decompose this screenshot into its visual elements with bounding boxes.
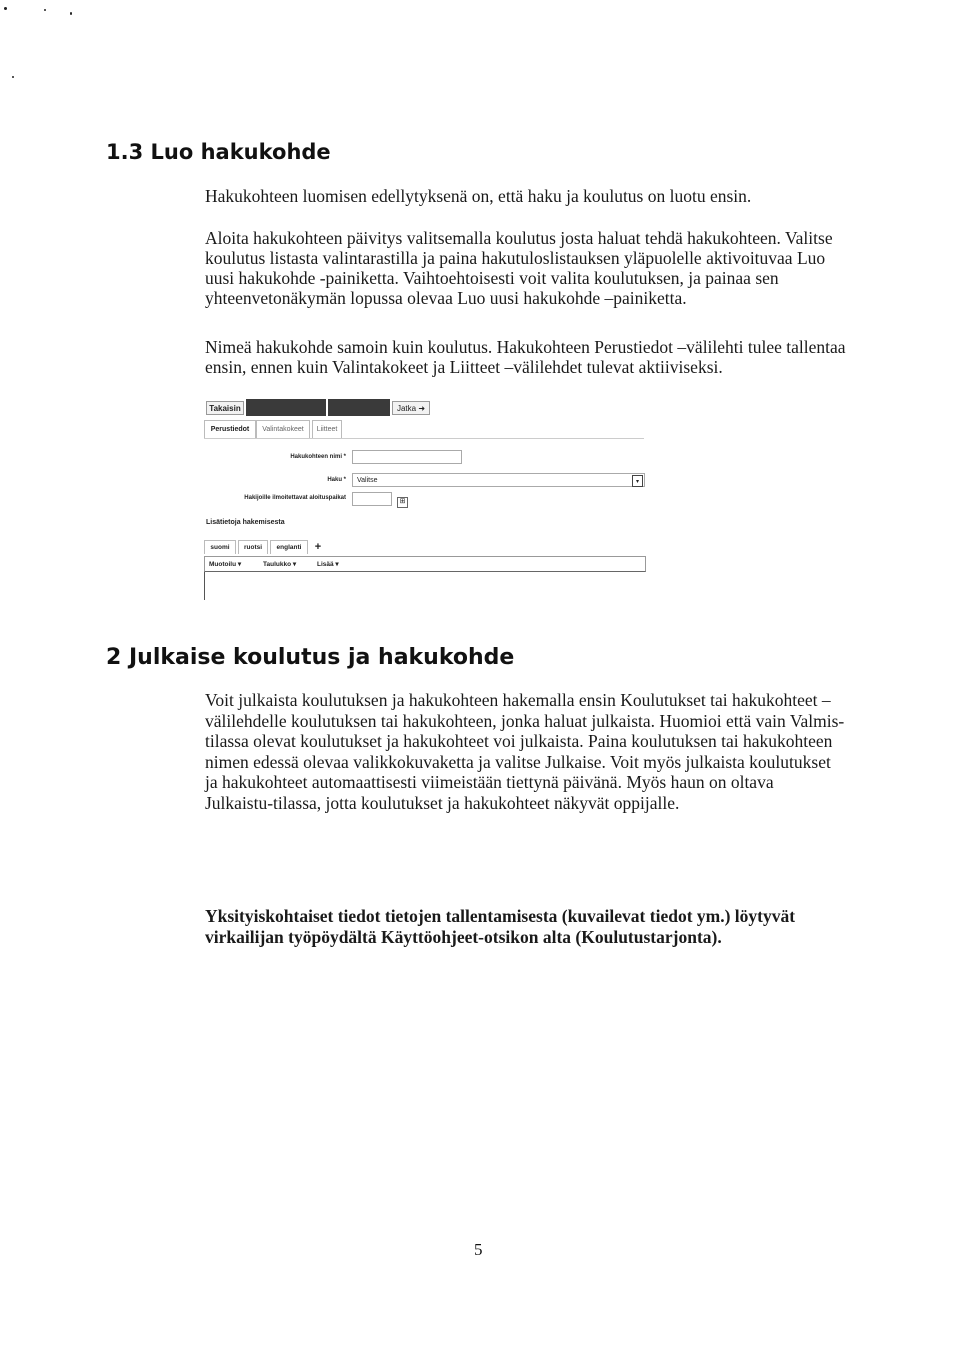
- editor-area[interactable]: [204, 572, 205, 600]
- places-label: Hakijoille ilmoitettavat aloituspaikat: [244, 495, 346, 501]
- menu-lisaa[interactable]: Lisää ▾: [317, 561, 339, 568]
- screenshot-header-bar: [246, 399, 326, 416]
- places-input[interactable]: [352, 492, 392, 506]
- lang-tab-suomi[interactable]: suomi: [204, 540, 236, 554]
- tab-divider: [204, 438, 644, 439]
- menu-taulukko[interactable]: Taulukko ▾: [263, 561, 297, 568]
- lang-tab-englanti[interactable]: englanti: [270, 540, 308, 554]
- info-heading: Lisätietoja hakemisesta: [206, 519, 285, 526]
- menu-muotoilu[interactable]: Muotoilu ▾: [209, 561, 242, 568]
- note-bold: Yksityiskohtaiset tiedot tietojen tallentamisesta (kuvailevat tiedot ym.) löytyvät virkailijan työpöydältä Käyttöohjeet-otsikon alta (Koulutustarjonta).: [205, 906, 796, 947]
- scan-speck: [12, 76, 14, 78]
- tab-valintakokeet[interactable]: Valintakokeet: [256, 420, 310, 438]
- editor-toolbar: [204, 556, 646, 572]
- section-heading: 1.3 Luo hakukohde: [106, 140, 331, 164]
- page-number: 5: [474, 1240, 483, 1259]
- section-1-para-3: Nimeä hakukohde samoin kuin koulutus. Hakukohteen Perustiedot –välilehti tulee tallentaa ensin, ennen kuin Valintakokeet ja Liitteet –välilehdet tulevat aktiiviseksi.: [205, 337, 846, 377]
- section-2-para: Voit julkaista koulutuksen ja hakukohteen hakemalla ensin Koulutukset tai hakukohteet –välilehdelle koulutuksen tai hakukohteen, jonka haluat julkaista. Huomioi että vain Valmis-tilassa olevat koulutukset ja hakukohteet voi julkaista. Paina koulutuksen tai hakukohteen nimen edessä olevaa valikkokuvaketta ja valitse Julkaise. Voit myös julkaista koulutukset ja hakukohteet automaattisesti viimeistään tiettynä päivänä. Myös haun on oltava Julkaistu-tilassa, jotta koulutukset ja hakukohteet näkyvät oppijalle.: [205, 690, 845, 813]
- name-input[interactable]: [352, 450, 462, 464]
- back-button[interactable]: Takaisin: [206, 401, 244, 415]
- haku-label: Haku *: [327, 477, 346, 483]
- tab-liitteet[interactable]: Liitteet: [312, 420, 342, 438]
- scan-speck: [70, 12, 72, 15]
- section-1-para-2: Aloita hakukohteen päivitys valitsemalla koulutus josta haluat tehdä hakukohteen. Valitse koulutus listasta valintarastilla ja paina hakutuloslistauksen yläpuolelle aktivoituvaa Luo uusi hakukohde -painiketta. Vaihtoehtoisesti voit valita koulutuksen, ja painaa sen yhteenvetonäkymän lopussa olevaa Luo uusi hakukohde –painiketta.: [205, 228, 833, 308]
- chevron-down-icon: ▾: [632, 475, 643, 487]
- scan-speck: [44, 9, 46, 11]
- scan-speck: [4, 7, 7, 10]
- tab-perustiedot[interactable]: Perustiedot: [204, 420, 256, 438]
- section-1-para-1: Hakukohteen luomisen edellytyksenä on, että haku ja koulutus on luotu ensin.: [205, 186, 752, 206]
- embedded-screenshot: [200, 397, 650, 602]
- next-button[interactable]: Jatka ➜: [392, 401, 430, 415]
- plus-icon[interactable]: +: [314, 541, 322, 553]
- haku-select-value: Valitse: [357, 476, 378, 484]
- name-label: Hakukohteen nimi *: [290, 454, 346, 460]
- section-heading: 2 Julkaise koulutus ja hakukohde: [106, 645, 515, 670]
- screenshot-header-bar: [328, 399, 390, 416]
- haku-select[interactable]: [352, 473, 645, 487]
- stepper-icon[interactable]: ⊞: [397, 497, 408, 508]
- lang-tab-ruotsi[interactable]: ruotsi: [238, 540, 268, 554]
